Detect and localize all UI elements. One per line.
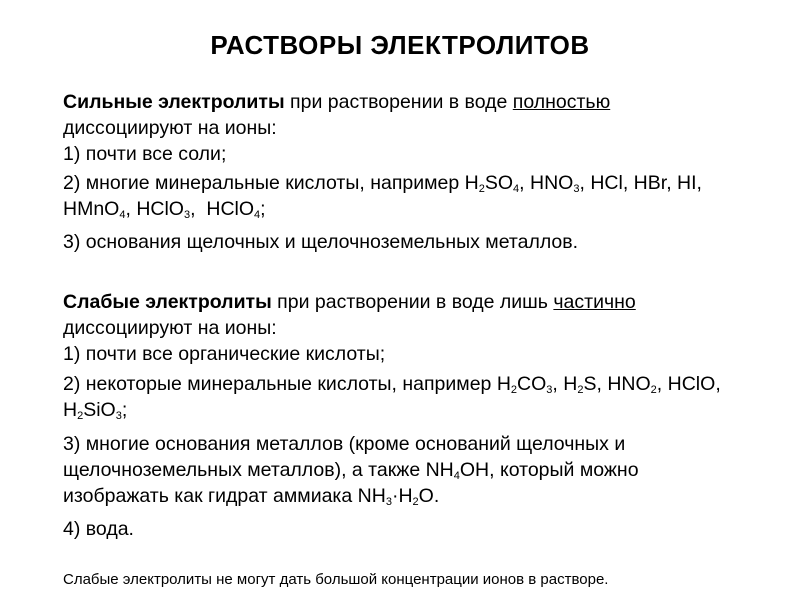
weak-intro: Слабые электролиты при растворении в воде лишь частично диссоциируют на ионы: bbox=[63, 291, 636, 339]
formula: $H_2CO_3$ bbox=[496, 373, 553, 396]
formula: $HNO_3$ bbox=[530, 172, 580, 195]
formula: $H_2SO_4$ bbox=[464, 172, 520, 195]
weak-item-3: 3) многие основания металлов (кроме оснований щелочных и щелочноземельных металлов), а также $NH_4OH$, который можно изображать как гидрат аммиака $NH_3\cdot H_2O$. bbox=[63, 433, 639, 508]
weak-emph: частично bbox=[553, 291, 636, 313]
weak-item-1: 1) почти все органические кислоты; bbox=[63, 343, 386, 365]
footer-note: Слабые электролиты не могут дать большой концентрации ионов в растворе. bbox=[63, 571, 609, 588]
formula: $HNO_2$ bbox=[607, 373, 657, 396]
formula: HClO bbox=[667, 373, 716, 395]
weak-item-4: 4) вода. bbox=[63, 518, 134, 540]
formula: $NH_3\cdot H_2O$ bbox=[357, 485, 434, 508]
strong-emph: полностью bbox=[512, 91, 611, 113]
strong-item-3: 3) основания щелочных и щелочноземельных металлов. bbox=[63, 231, 579, 253]
weak-item-2: 2) некоторые минеральные кислоты, например $H_2CO_3$, $H_2S$, $HNO_2$, HClO, $H_2SiO_3$; bbox=[63, 373, 721, 422]
formula: HBr bbox=[633, 172, 667, 194]
formula: HCl bbox=[590, 172, 623, 194]
formula: HClO$_3$ bbox=[136, 198, 191, 221]
formula: $H_2S$ bbox=[563, 373, 597, 396]
formula: HMnO$_4$ bbox=[63, 198, 126, 221]
weak-term: Слабые электролиты bbox=[63, 291, 272, 313]
strong-intro: Сильные электролиты при растворении в воде полностью диссоциируют на ионы: bbox=[63, 91, 611, 139]
strong-item-1: 1) почти все соли; bbox=[63, 143, 227, 165]
formula: HI bbox=[677, 172, 697, 194]
strong-term: Сильные электролиты bbox=[63, 91, 285, 113]
formula: $H_2SiO_3$ bbox=[63, 399, 122, 422]
formula: $NH_4OH$ bbox=[425, 459, 490, 482]
formula: HClO$_4$ bbox=[206, 198, 261, 221]
slide-title: РАСТВОРЫ ЭЛЕКТРОЛИТОВ bbox=[210, 30, 590, 60]
strong-item-2: 2) многие минеральные кислоты, например $H_2SO_4$, $HNO_3$, HCl, HBr, HI, HMnO$_4$, HClO$_3$, HClO$_4$; bbox=[63, 172, 702, 221]
